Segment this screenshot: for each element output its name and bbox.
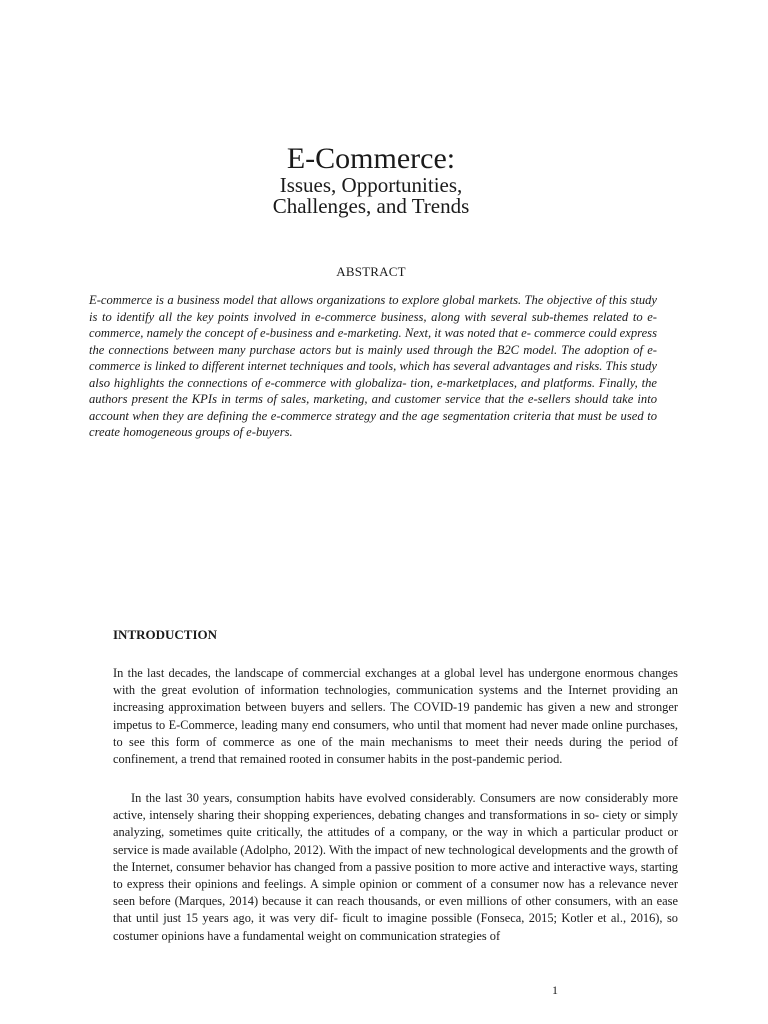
subtitle-line-2: Challenges, and Trends: [272, 194, 470, 218]
introduction-heading: INTRODUCTION: [113, 627, 218, 642]
subtitle-line-1: Issues, Opportunities,: [279, 173, 463, 197]
paper-subtitle: [0, 175, 742, 217]
abstract-heading: ABSTRACT: [336, 264, 406, 279]
abstract-text: E-commerce is a business model that allows organizations to explore global markets. The objective of this study is to identify all the key points involved in e-commerce business, along with several sub-themes related to e-commerce, namely the concept of e-business and e-marketing. Next, it was noted that e- commerce could express the connections between many purchase actors but is mainly used through the B2C model. The adoption of e-commerce is linked to different internet techniques and tools, which has several advantages and risks. This study also highlights the connections of e-commerce with globaliza- tion, e-marketplaces, and platforms. Finally, the authors present the KPIs in terms of sales, marketing, and customer service that the e-sellers should take into account when they are defining the e-commerce strategy and the age segmentation criteria that must be used to create homogeneous groups of e-buyers.: [89, 293, 657, 439]
paper-title: E-Commerce:: [286, 142, 456, 175]
introduction-paragraph-2: In the last 30 years, consumption habits have evolved considerably. Consumers are now considerably more active, intensely sharing their shopping experiences, debating changes and transformations in so- ciety or simply analyzing, sometimes quite critically, the attitudes of a company, or the way in which a particular product or service is made available (Adolpho, 2012). With the impact of new technological developments and the growth of the Internet, consumer behavior has changed from a passive position to more active and interactive ways, starting to express their opinions and feelings. A simple opinion or comment of a consumer now has a relevance never seen before (Marques, 2014) because it can reach thousands, or even millions of other consumers, with an ease that until just 15 years ago, it was very dif- ficult to imagine possible (Fonseca, 2015; Kotler et al., 2016), so costumer opinions have a fundamental weight on communication strategies of: [113, 791, 678, 943]
page-number: 1: [552, 983, 558, 997]
introduction-paragraph-1: In the last decades, the landscape of commercial exchanges at a global level has undergone enormous changes with the great evolution of information technologies, communication systems and the Internet providing an increasing approximation between buyers and sellers. The COVID-19 pandemic has given a new and stronger impetus to E-Commerce, leading many end consumers, who until that moment had never made online purchases, to see this form of commerce as one of the main mechanisms to meet their needs during the period of confinement, a trend that remained rooted in consumer habits in the post-pandemic period.: [113, 666, 678, 767]
